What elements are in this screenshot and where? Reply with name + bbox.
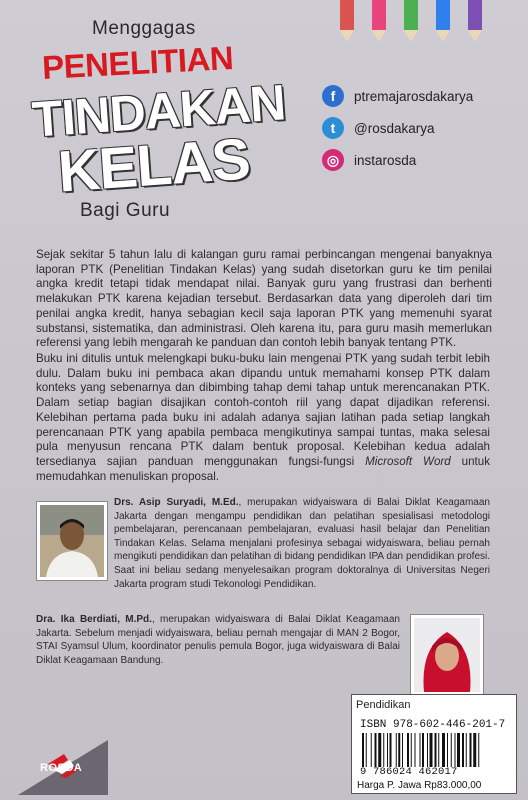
barcode-bar xyxy=(375,733,377,767)
barcode-bar xyxy=(411,733,412,767)
author-name: Dra. Ika Berdiati, M.Pd. xyxy=(36,614,152,625)
barcode-bar xyxy=(478,733,479,767)
barcode-bar xyxy=(398,733,400,767)
barcode-bar xyxy=(435,733,437,767)
isbn-category: Pendidikan xyxy=(356,699,411,711)
barcode-digits: 9 786024 462017 xyxy=(360,766,458,778)
barcode-bar xyxy=(362,733,364,767)
twitter-icon: t xyxy=(322,117,344,139)
barcode-icon xyxy=(362,733,508,767)
author-bio-text: , merupakan widyaiswara di Balai Diklat Keagamaan Jakarta dengan mengampu pendidikan dan pelatihan spesialisasi metodologi pembelajaran, perencanaan pembelajaran, evaluasi hasil belajar dan Penelitian Tindakan Kelas. Selama menjalani profesinya sebagai widyaiswara, beliau pernah mengikuti pendidikan dan pelatihan di bidang pendidikan IPA dan pendidikan profesi. Saat ini beliau sedang menyelesaikan program doktoralnya di Universitas Negeri Jakarta program studi Tekonologi Pendidikan. xyxy=(114,497,490,590)
barcode-bar xyxy=(415,733,416,767)
barcode-bar xyxy=(371,733,372,767)
social-links xyxy=(322,84,473,180)
price-label: Harga P. Jawa Rp83.000,00 xyxy=(357,780,482,791)
barcode-bar xyxy=(451,733,452,767)
social-handle: @rosdakarya xyxy=(354,120,435,136)
synopsis-text-end: untuk memudahkan menuliskan proposal. xyxy=(36,454,490,483)
barcode-bar xyxy=(420,733,421,767)
barcode-bar xyxy=(455,733,456,767)
pencil-decoration xyxy=(330,0,520,46)
barcode-bar xyxy=(390,733,392,767)
synopsis-text: Buku ini ditulis untuk melengkapi buku-buku lain mengenai PTK yang sudah terbit lebih dulu. Dalam buku ini pembaca akan dipandu untuk memahami konsep PTK dalam konteks yang sebenarnya dan dibimbing tahap demi tahap untuk merencanakan PTK. Dalam setiap bagian disajikan contoh-contoh riil yang dapat dijadikan referensi. Kelebihan pertama pada buku ini adalah adanya sajian latihan pada setiap langkah perencanaan PTK yang apabila pembaca mengikutinya sampai tuntas, maka selesai pula menyusun rencana PTK dalam bentuk proposal. Kelebihan kedua adalah tersedianya sajian panduan menggunakan fungsi-fungsi xyxy=(36,352,490,468)
synopsis-italic: Microsoft Word xyxy=(365,454,451,468)
synopsis-paragraph-1: Sejak sekitar 5 tahun lalu di kalangan guru ramai perbincangan mengenai banyaknya laporan PTK (Penelitian Tindakan Kelas) yang sudah disetorkan guru ke tim penilai angka kredit tetapi tidak mendapat nilai. Banyak guru yang frustrasi dan berhenti melakukan PTK karena kejadian tersebut. Berdasarkan data yang diperoleh dari tim penilai angka kredit, hanya sebagian kecil saja laporan PTK yang memenuhi syarat substansi, sistematika, dan administrasi. Oleh karena itu, para guru masih memerlukan referensi yang lebih mengarah ke panduan dan contoh lebih banyak tentang PTK. xyxy=(36,248,492,350)
title-kelas: KELAS xyxy=(55,126,252,205)
barcode-bar xyxy=(366,733,367,767)
social-row-twitter xyxy=(322,116,473,140)
barcode-bar xyxy=(466,733,467,767)
social-row-instagram xyxy=(322,148,473,172)
barcode-bar xyxy=(447,733,448,767)
barcode-bar xyxy=(438,733,439,767)
author-bio-text: , merupakan widyaiswara di Balai Diklat Keagamaan Jakarta. Sebelum menjadi widyaiswara, beliau pernah mengajar di MAN 2 Bogor, STAI Syamsul Ulum, koordinator penulis pemula Bogor, juga widyaiswara di Balai Diklat Keagamaan Bandung. xyxy=(36,614,400,666)
social-handle: instarosda xyxy=(354,152,417,168)
barcode-bar xyxy=(387,733,388,767)
barcode-bar xyxy=(407,733,409,767)
barcode-bar xyxy=(442,733,445,767)
publisher-name: ROSDA xyxy=(40,762,83,774)
barcode-bar xyxy=(473,733,476,767)
barcode-bar xyxy=(378,733,381,767)
barcode-bar xyxy=(462,733,464,767)
title-tindakan: TINDAKAN xyxy=(30,74,287,148)
pencil-icon xyxy=(404,0,418,44)
author-bio-1 xyxy=(114,496,490,591)
instagram-icon: ◎ xyxy=(322,149,344,171)
barcode-bar xyxy=(470,733,472,767)
title-prefix: Menggagas xyxy=(92,18,196,39)
social-row-facebook xyxy=(322,84,473,108)
barcode-bar xyxy=(396,733,397,767)
pencil-icon xyxy=(372,0,386,44)
isbn-number: ISBN 978-602-446-201-7 xyxy=(360,719,506,731)
barcode-bar xyxy=(383,733,384,767)
author-photo-1 xyxy=(37,502,107,580)
title-suffix: Bagi Guru xyxy=(80,200,171,221)
barcode-bar xyxy=(427,733,428,767)
title-penelitian: PENELITIAN xyxy=(41,39,234,86)
barcode-bar xyxy=(422,733,424,767)
pencil-icon xyxy=(436,0,450,44)
facebook-icon: f xyxy=(322,85,344,107)
author-bio-2 xyxy=(36,613,400,667)
barcode-bar xyxy=(402,733,403,767)
pencil-icon xyxy=(468,0,482,44)
social-handle: ptremajarosdakarya xyxy=(354,88,474,104)
author-name: Drs. Asip Suryadi, M.Ed. xyxy=(114,497,239,508)
synopsis-paragraph-2 xyxy=(36,352,490,484)
publisher-logo xyxy=(18,720,108,795)
barcode-bar xyxy=(457,733,460,767)
barcode-bar xyxy=(430,733,433,767)
pencil-icon xyxy=(340,0,354,44)
author-photo-2 xyxy=(411,615,483,695)
